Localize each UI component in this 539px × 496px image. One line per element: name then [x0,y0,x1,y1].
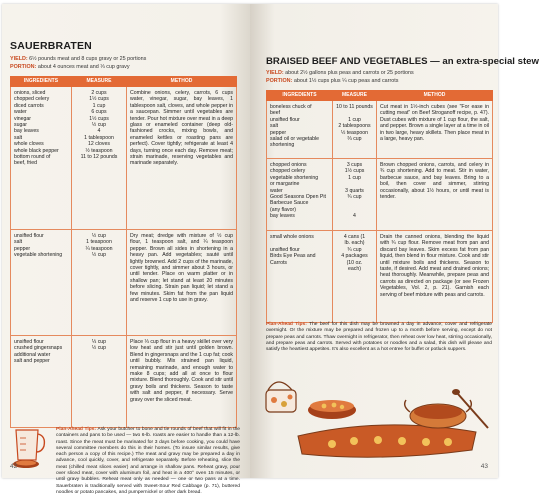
right-page-number: 43 [480,463,488,470]
ingredients-cell: small whole onions unsifted flour Birds Eye Peas and Carrots [267,231,333,323]
left-plan-ahead-tips: Plan-Ahead Tips: Ask your butcher to bone and tie rounds of beef that will fit in the containers and pans to be used — two 6-lb. roasts are easier to handle than a 12-lb. roast. Since the meat must be marinated for 3 days before cooking, you could have several committee members do this in their homes. (To insure similar results, give each person a copy of this recipe.) The meat and gravy may be prepared a day in advance, cool quickly, cover, and refrigerate separately. Before reheating, slice the meat (chilled meat slices easier) and arrange in shallow pans. Reheat gravy, pour over sliced meat, cover with aluminum foil, and heat in a 400° oven 15 minutes, or until gravy bubbles. Reheat meat only as needed — one or two pans at a time. Sauerbraten is traditionally served with Sweet-Sour Red Cabbage (p. 71), buttered noodles or potato pancakes, and pumpernickel or other dark bread. [56,427,241,495]
measure-cell: 2 cups 1½ cups 1 cup 6 cups 1½ cups ½ cup 4 1 tablespoon 12 cloves ½ teaspoon 11 to 12 pounds [72,87,127,230]
table-row [11,230,237,336]
left-page [2,4,250,495]
ingredients-cell: boneless chuck of beef unsifted flour salt pepper salad oil or vegetable shortening [267,101,333,159]
left-yield-portion [10,56,242,71]
ingredients-cell: unsifted flour salt pepper vegetable shortening [11,230,72,336]
table-row [267,159,493,231]
left-recipe-title: SAUERBRATEN [10,40,92,52]
right-plan-ahead-tips: Plan-Ahead Tips: The beef for this dish may be browned a day in advance; cover and refrigerate overnight. Or the mixture may be prepared and frozen up to a month before serving, except do not prepare peas and carrots. Thaw overnight in refrigerator, then reheat over low heat, stirring occasionally, and prepare peas and carrots. Served with potatoes or noodles and a salad, this dish will please and satisfy the heartiest appetites. It's also excellent as a hot entree for buffet or potluck suppers. [266,322,492,353]
method-header: METHOD [127,77,237,87]
table-row [267,101,493,159]
stew-pot-and-cookware-illustration [262,370,494,470]
method-cell: Cut meat in 1½-inch cubes (see "For ease in cutting meat" on Beef Stroganoff recipe, p. 47). Dust cubes with mixture of 1 cup flour, the salt, and pepper. Brown a single layer at a time in oil in two large, heavy skillets. Then place meat in a large, heavy pan. [377,101,493,159]
ingredients-header: INGREDIENTS [11,77,72,87]
ingredients-cell: chopped onions chopped celery vegetable shortening or margarine water Good Seasons Open Pit Barbecue Sauce (any flavor) bay leaves [267,159,333,231]
right-yield-portion [266,70,492,85]
right-recipe-title: BRAISED BEEF AND VEGETABLES — an extra-special stew [266,56,539,67]
method-header: METHOD [377,91,493,101]
table-row [11,336,237,428]
left-yield: YIELD: 6½ pounds meat and 8 cups gravy or 25 portions [10,56,147,62]
method-cell: Drain the canned onions, blending the liquid with ¾ cup flour. Remove meat from pan and discard bay leaves. Skim excess fat from pan liquid, then blend in flour mixture. Cook and stir until mixture boils and thickens. Season to taste, if desired. Add meat and drained onions; heat thoroughly. Meanwhile, prepare peas and carrots as directed on package (or see Frozen Vegetables, Vol. 2, p. 21). Garnish each serving of beef mixture with peas and carrots. [377,231,493,323]
method-cell: Brown chopped onions, carrots, and celery in ¾ cup shortening. Add to meat. Stir in water, barbecue sauce, and bay leaves. Bring to a boil, then cover and simmer, stirring occasionally, about 1½ hours, or until meat is tender. [377,159,493,231]
left-recipe-table [10,76,237,428]
method-cell: Dry meat; dredge with mixture of ½ cup flour, 1 teaspoon salt, and ¼ teaspoon pepper. Brown all sides in shortening in a heavy pan. Add vegetables; sauté until lightly browned. Add 2 cups of the marinade, cover tightly, and simmer about 3 hours, or until tender. Place on warm platter or in shallow pan; let stand at least 20 minutes before slicing. Strain pan liquid; let stand a few minutes. Skim fat from the pan liquid and reserve 1 cup to use in gravy. [127,230,237,336]
method-cell: Combine onions, celery, carrots, 6 cups water, vinegar, sugar, bay leaves, 1 tablespoon salt, cloves, and whole pepper in a saucepan. Simmer until vegetables are tender. Pour hot mixture over meat in a deep glass or enameled container (deep old-fashioned crocks, mixing bowls, and enameled kettles or roasting pans are perfect). Cover tightly; refrigerate at least 4 days, turning once each day. Remove meat; strain marinade, reserving vegetables and marinade separately. [127,87,237,230]
ingredients-header: INGREDIENTS [267,91,333,101]
table-row [11,87,237,230]
table-row [267,231,493,323]
measure-cell: 10 to 11 pounds 1 cup 2 tablespoons ½ teaspoon ⅔ cup [333,101,377,159]
right-yield: YIELD: about 2½ gallons plus peas and carrots or 25 portions [266,70,414,76]
left-portion: PORTION: about 4 ounces meat and ⅓ cup gravy [10,63,130,70]
measure-cell: ⅓ cup ½ cup [72,336,127,428]
measuring-cup-and-cookware-illustration [12,422,52,470]
measure-cell: 4 cans (1 lb. each) ¾ cup 4 packages (10 oz. each) [333,231,377,323]
cookbook-spread [2,4,539,495]
measure-cell: 3 cups 1½ cups 1 cup 3 quarts ¾ cup 4 [333,159,377,231]
right-page [250,4,539,478]
measure-cell: ½ cup 1 teaspoon ¼ teaspoon ½ cup [72,230,127,336]
ingredients-cell: onions, sliced chopped celery diced carrots water vinegar sugar bay leaves salt whole cloves whole black pepper bottom round of beef, fried [11,87,72,230]
right-portion: PORTION: about 1½ cups plus ¼ cup peas and carrots [266,77,399,84]
measure-header: MEASURE [72,77,127,87]
method-cell: Place ⅓ cup flour in a heavy skillet over very low heat and stir just until golden brown. Blend in gingersnaps and the 1 cup fat; cook until bubbly. Mix strained pan liquid, remaining marinade, and enough water to make 8 cups; add all at once to flour mixture. Blend thoroughly. Cook and stir until gravy boils and thickens. Season to taste with salt and pepper, if necessary. Serve gravy over the sliced meat. [127,336,237,428]
left-page-number: 42 [10,463,18,470]
measure-header: MEASURE [333,91,377,101]
right-recipe-table [266,90,493,323]
ingredients-cell: unsifted flour crushed gingersnaps additional water salt and pepper [11,336,72,428]
